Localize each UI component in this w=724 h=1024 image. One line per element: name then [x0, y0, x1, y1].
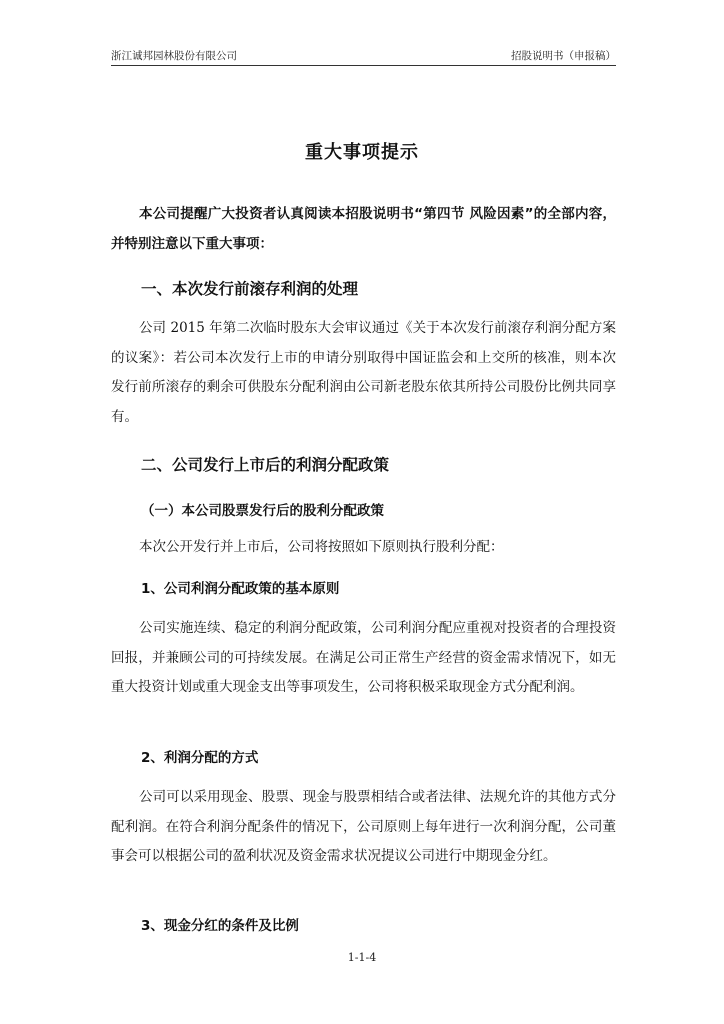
item-2-heading: 2、利润分配的方式 [141, 750, 259, 766]
subsection-1-body: 本次公开发行并上市后，公司将按照如下原则执行股利分配： [139, 539, 504, 555]
subsection-1-heading: （一）本公司股票发行后的股利分配政策 [141, 503, 384, 519]
intro-paragraph: 本公司提醒广大投资者认真阅读本招股说明书“第四节 风险因素”的全部内容，并特别注意以下重大事项： [111, 206, 616, 252]
header-divider [111, 65, 616, 66]
item-3-heading: 3、现金分红的条件及比例 [141, 918, 299, 934]
header-document-type: 招股说明书（申报稿） [511, 50, 616, 62]
section-1-heading: 一、本次发行前滚存利润的处理 [141, 280, 359, 298]
section-2-heading: 二、公司发行上市后的利润分配政策 [141, 456, 390, 474]
section-1-body: 公司 2015 年第二次临时股东大会审议通过《关于本次发行前滚存利润分配方案的议案》：若公司本次发行上市的申请分别取得中国证监会和上交所的核准，则本次发行前所滚存的剩余可供股东分配利润由公司新老股东依其所持公司股份比例共同享有。 [111, 320, 616, 425]
page-title: 重大事项提示 [305, 142, 419, 163]
item-1-body: 公司实施连续、稳定的利润分配政策，公司利润分配应重视对投资者的合理投资回报，并兼顾公司的可持续发展。在满足公司正常生产经营的资金需求情况下，如无重大投资计划或重大现金支出等事项发生，公司将积极采取现金方式分配利润。 [111, 620, 616, 695]
item-1-heading: 1、公司利润分配政策的基本原则 [141, 581, 340, 597]
item-2-body: 公司可以采用现金、股票、现金与股票相结合或者法律、法规允许的其他方式分配利润。在符合利润分配条件的情况下，公司原则上每年进行一次利润分配，公司董事会可以根据公司的盈利状况及资金需求状况提议公司进行中期现金分红。 [111, 789, 616, 864]
header-company-name: 浙江诚邦园林股份有限公司 [111, 50, 237, 62]
page-number: 1-1-4 [347, 951, 377, 964]
page-header [111, 48, 616, 66]
